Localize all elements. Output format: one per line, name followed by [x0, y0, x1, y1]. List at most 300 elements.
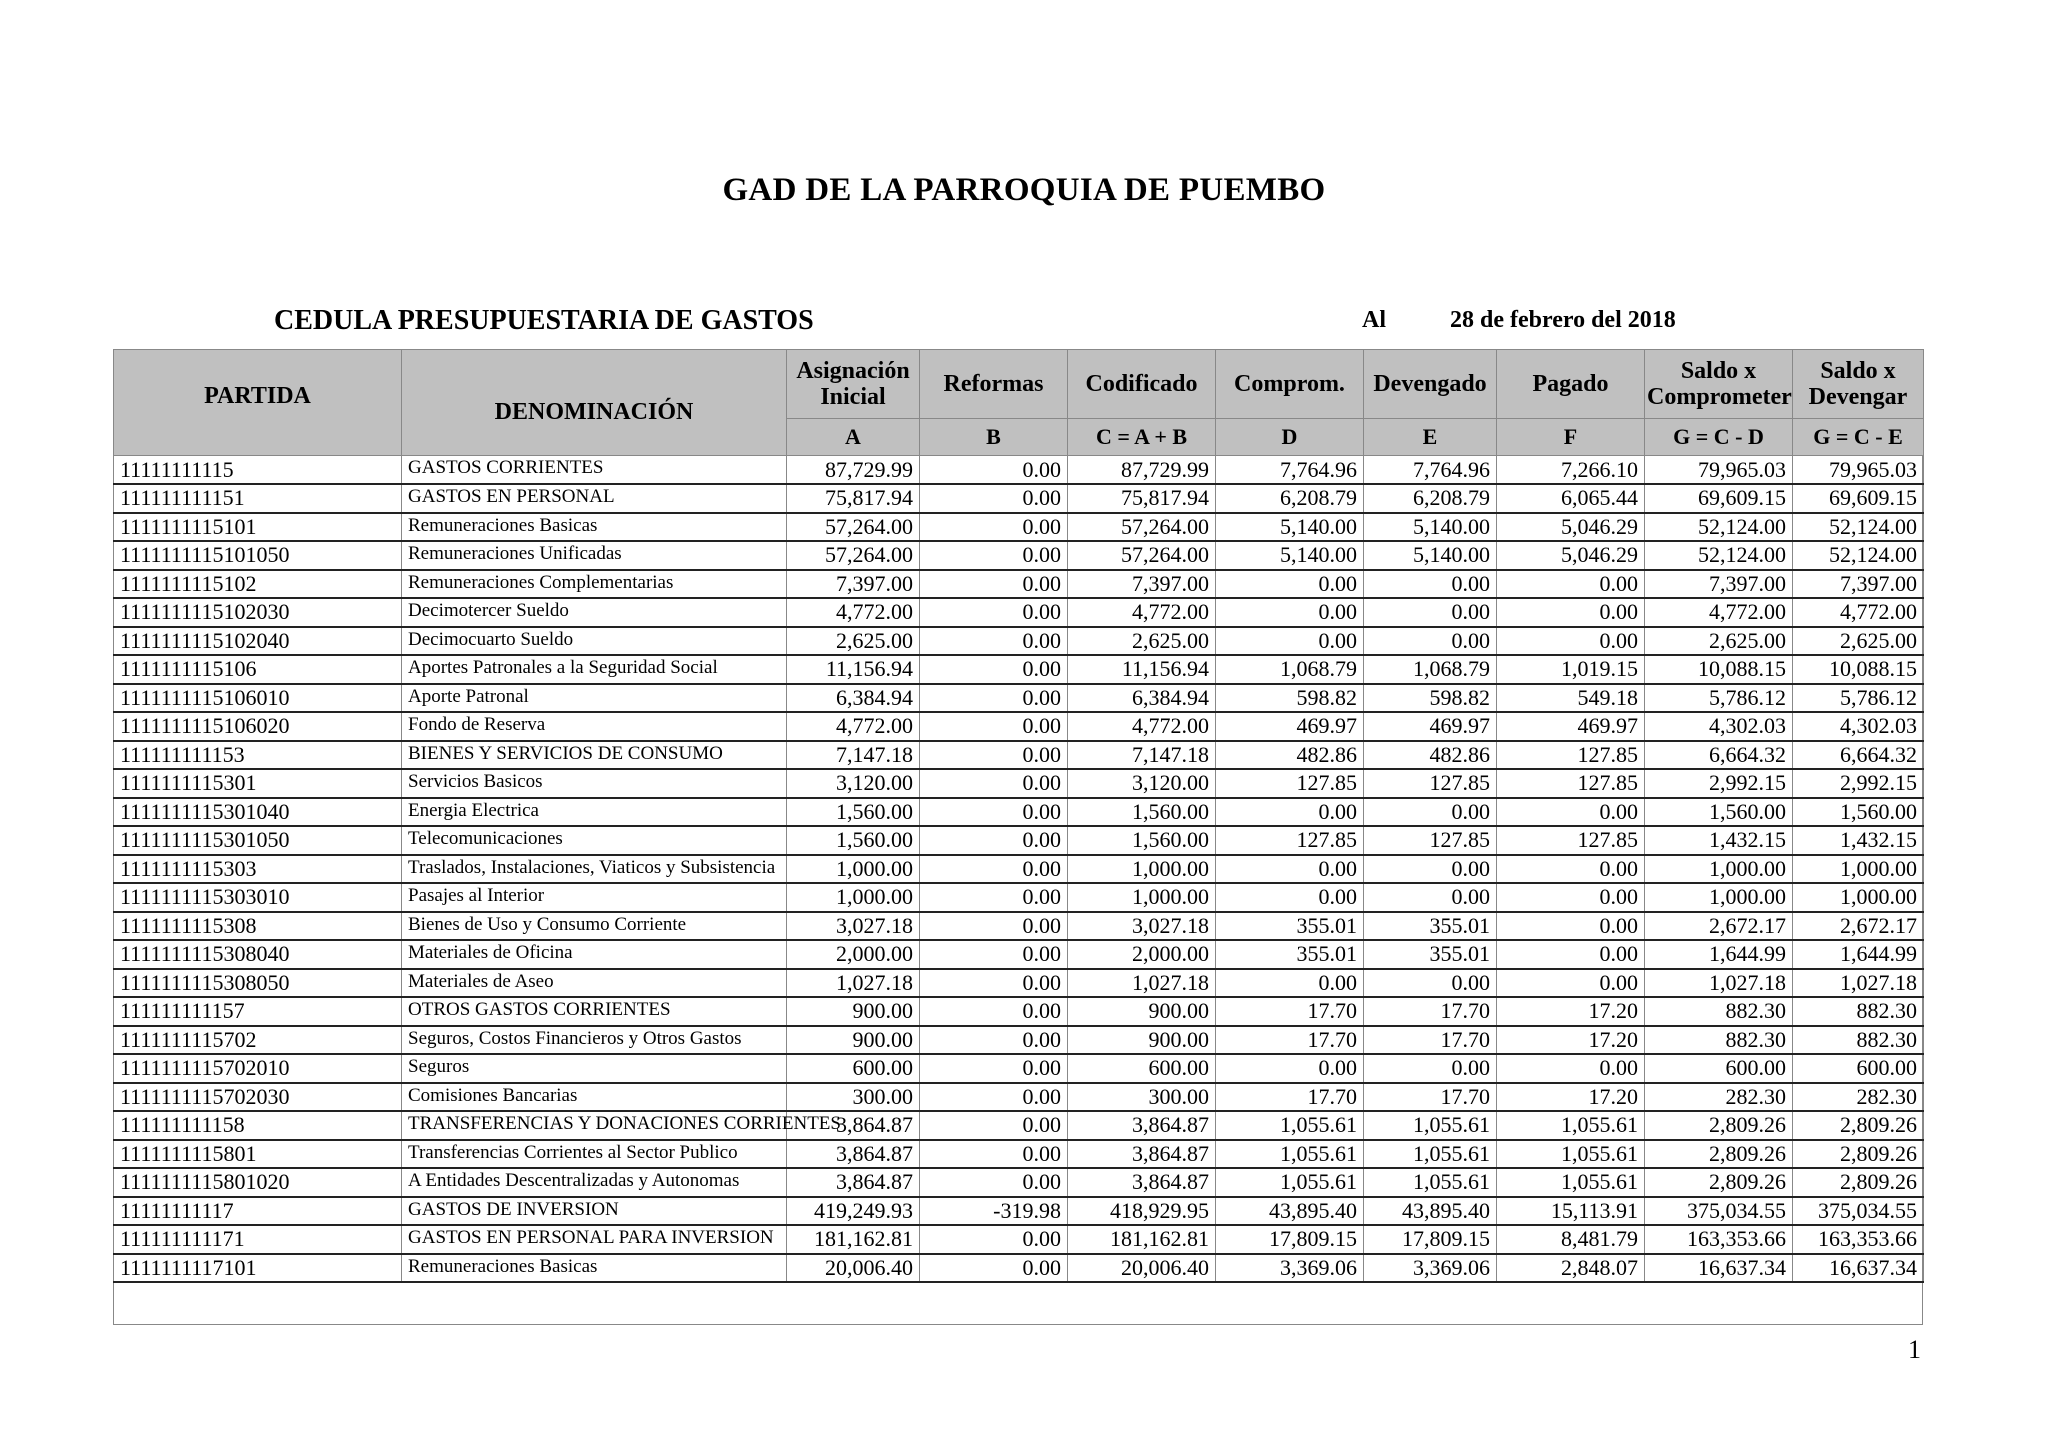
codificado-cell: 300.00: [1068, 1083, 1216, 1112]
table-row: [114, 1054, 1924, 1083]
codificado-cell: 900.00: [1068, 997, 1216, 1026]
asignacion-cell: 57,264.00: [787, 541, 920, 570]
devengado-cell: 127.85: [1364, 769, 1497, 798]
saldo-comprometer-cell: 6,664.32: [1645, 741, 1793, 770]
partida-cell: 1111111115702030: [114, 1083, 402, 1112]
table-body: [114, 456, 1924, 1283]
comprom-cell: 17.70: [1216, 1083, 1364, 1112]
saldo-devengar-cell: 5,786.12: [1793, 684, 1924, 713]
column-header-comprom: Comprom.: [1216, 350, 1364, 419]
table-row: [114, 570, 1924, 599]
table-row: [114, 940, 1924, 969]
reformas-cell: 0.00: [920, 684, 1068, 713]
pagado-cell: 2,848.07: [1497, 1254, 1645, 1283]
denominacion-cell: Materiales de Oficina: [402, 940, 787, 969]
reformas-cell: 0.00: [920, 1254, 1068, 1283]
devengado-cell: 17.70: [1364, 997, 1497, 1026]
reformas-cell: 0.00: [920, 541, 1068, 570]
saldo-devengar-cell: 600.00: [1793, 1054, 1924, 1083]
table-row: [114, 1225, 1924, 1254]
table-row: [114, 1168, 1924, 1197]
column-header-codificado: Codificado: [1068, 350, 1216, 419]
report-date: 28 de febrero del 2018: [1450, 307, 1676, 333]
saldo-comprometer-cell: 1,027.18: [1645, 969, 1793, 998]
codificado-cell: 418,929.95: [1068, 1197, 1216, 1226]
partida-cell: 1111111115801: [114, 1140, 402, 1169]
comprom-cell: 1,068.79: [1216, 655, 1364, 684]
codificado-cell: 87,729.99: [1068, 456, 1216, 485]
devengado-cell: 6,208.79: [1364, 484, 1497, 513]
pagado-cell: 5,046.29: [1497, 541, 1645, 570]
saldo-devengar-cell: 4,772.00: [1793, 598, 1924, 627]
partida-cell: 1111111115303010: [114, 883, 402, 912]
saldo-comprometer-cell: 600.00: [1645, 1054, 1793, 1083]
table-row: [114, 798, 1924, 827]
codificado-cell: 4,772.00: [1068, 598, 1216, 627]
reformas-cell: 0.00: [920, 855, 1068, 884]
reformas-cell: 0.00: [920, 1111, 1068, 1140]
saldo-comprometer-cell: 1,644.99: [1645, 940, 1793, 969]
denominacion-cell: Seguros, Costos Financieros y Otros Gastos: [402, 1026, 787, 1055]
reformas-cell: 0.00: [920, 598, 1068, 627]
table-row: [114, 598, 1924, 627]
partida-cell: 1111111115702010: [114, 1054, 402, 1083]
partida-cell: 1111111115301: [114, 769, 402, 798]
asignacion-cell: 7,147.18: [787, 741, 920, 770]
pagado-cell: 127.85: [1497, 769, 1645, 798]
saldo-devengar-cell: 375,034.55: [1793, 1197, 1924, 1226]
asignacion-cell: 75,817.94: [787, 484, 920, 513]
denominacion-cell: Fondo de Reserva: [402, 712, 787, 741]
saldo-devengar-cell: 1,000.00: [1793, 883, 1924, 912]
devengado-cell: 43,895.40: [1364, 1197, 1497, 1226]
comprom-cell: 127.85: [1216, 769, 1364, 798]
pagado-cell: 0.00: [1497, 598, 1645, 627]
devengado-cell: 0.00: [1364, 1054, 1497, 1083]
saldo-devengar-cell: 2,809.26: [1793, 1168, 1924, 1197]
reformas-cell: 0.00: [920, 456, 1068, 485]
partida-cell: 1111111115101050: [114, 541, 402, 570]
denominacion-cell: Seguros: [402, 1054, 787, 1083]
partida-cell: 1111111115308050: [114, 969, 402, 998]
table-row: [114, 1197, 1924, 1226]
reformas-cell: 0.00: [920, 741, 1068, 770]
reformas-cell: 0.00: [920, 712, 1068, 741]
reformas-cell: 0.00: [920, 655, 1068, 684]
asignacion-cell: 300.00: [787, 1083, 920, 1112]
codificado-cell: 2,000.00: [1068, 940, 1216, 969]
saldo-comprometer-cell: 1,000.00: [1645, 883, 1793, 912]
pagado-cell: 0.00: [1497, 798, 1645, 827]
asignacion-cell: 3,864.87: [787, 1168, 920, 1197]
comprom-cell: 1,055.61: [1216, 1168, 1364, 1197]
reformas-cell: 0.00: [920, 570, 1068, 599]
comprom-cell: 0.00: [1216, 798, 1364, 827]
pagado-cell: 1,055.61: [1497, 1168, 1645, 1197]
devengado-cell: 3,369.06: [1364, 1254, 1497, 1283]
column-header-asignacion-label: Asignación Inicial: [796, 358, 910, 410]
devengado-cell: 5,140.00: [1364, 541, 1497, 570]
pagado-cell: 17.20: [1497, 997, 1645, 1026]
asignacion-cell: 3,864.87: [787, 1111, 920, 1140]
column-formula-g-devengar: G = C - E: [1793, 419, 1924, 456]
comprom-cell: 1,055.61: [1216, 1111, 1364, 1140]
devengado-cell: 0.00: [1364, 570, 1497, 599]
asignacion-cell: 11,156.94: [787, 655, 920, 684]
table-row: [114, 826, 1924, 855]
devengado-cell: 1,055.61: [1364, 1168, 1497, 1197]
reformas-cell: 0.00: [920, 1026, 1068, 1055]
saldo-devengar-cell: 52,124.00: [1793, 541, 1924, 570]
asignacion-cell: 4,772.00: [787, 598, 920, 627]
saldo-devengar-cell: 52,124.00: [1793, 513, 1924, 542]
denominacion-cell: Remuneraciones Basicas: [402, 1254, 787, 1283]
partida-cell: 1111111115303: [114, 855, 402, 884]
reformas-cell: 0.00: [920, 1140, 1068, 1169]
codificado-cell: 3,027.18: [1068, 912, 1216, 941]
asignacion-cell: 419,249.93: [787, 1197, 920, 1226]
comprom-cell: 6,208.79: [1216, 484, 1364, 513]
table-row: [114, 1083, 1924, 1112]
denominacion-cell: Energia Electrica: [402, 798, 787, 827]
table-row: [114, 1026, 1924, 1055]
saldo-devengar-cell: 16,637.34: [1793, 1254, 1924, 1283]
saldo-devengar-cell: 69,609.15: [1793, 484, 1924, 513]
partida-cell: 1111111115102: [114, 570, 402, 599]
column-formula-c: C = A + B: [1068, 419, 1216, 456]
saldo-devengar-cell: 10,088.15: [1793, 655, 1924, 684]
saldo-devengar-cell: 2,809.26: [1793, 1140, 1924, 1169]
column-formula-f: F: [1497, 419, 1645, 456]
codificado-cell: 20,006.40: [1068, 1254, 1216, 1283]
saldo-devengar-cell: 882.30: [1793, 997, 1924, 1026]
devengado-cell: 1,055.61: [1364, 1140, 1497, 1169]
denominacion-cell: Decimotercer Sueldo: [402, 598, 787, 627]
saldo-devengar-cell: 2,809.26: [1793, 1111, 1924, 1140]
pagado-cell: 1,019.15: [1497, 655, 1645, 684]
reformas-cell: 0.00: [920, 484, 1068, 513]
denominacion-cell: A Entidades Descentralizadas y Autonomas: [402, 1168, 787, 1197]
reformas-cell: 0.00: [920, 940, 1068, 969]
pagado-cell: 7,266.10: [1497, 456, 1645, 485]
devengado-cell: 1,055.61: [1364, 1111, 1497, 1140]
saldo-devengar-cell: 882.30: [1793, 1026, 1924, 1055]
comprom-cell: 17.70: [1216, 1026, 1364, 1055]
reformas-cell: 0.00: [920, 997, 1068, 1026]
saldo-comprometer-cell: 163,353.66: [1645, 1225, 1793, 1254]
comprom-cell: 43,895.40: [1216, 1197, 1364, 1226]
asignacion-cell: 7,397.00: [787, 570, 920, 599]
codificado-cell: 57,264.00: [1068, 541, 1216, 570]
asignacion-cell: 57,264.00: [787, 513, 920, 542]
table-row: [114, 627, 1924, 656]
denominacion-cell: Servicios Basicos: [402, 769, 787, 798]
codificado-cell: 181,162.81: [1068, 1225, 1216, 1254]
partida-cell: 1111111115308: [114, 912, 402, 941]
saldo-comprometer-cell: 282.30: [1645, 1083, 1793, 1112]
denominacion-cell: Decimocuarto Sueldo: [402, 627, 787, 656]
saldo-comprometer-cell: 2,809.26: [1645, 1111, 1793, 1140]
comprom-cell: 355.01: [1216, 912, 1364, 941]
denominacion-cell: Telecomunicaciones: [402, 826, 787, 855]
column-header-saldo-devengar: [1793, 350, 1924, 419]
codificado-cell: 900.00: [1068, 1026, 1216, 1055]
denominacion-cell: Remuneraciones Basicas: [402, 513, 787, 542]
pagado-cell: 0.00: [1497, 883, 1645, 912]
saldo-comprometer-cell: 882.30: [1645, 997, 1793, 1026]
denominacion-cell: GASTOS EN PERSONAL: [402, 484, 787, 513]
pagado-cell: 17.20: [1497, 1083, 1645, 1112]
column-formula-d: D: [1216, 419, 1364, 456]
pagado-cell: 6,065.44: [1497, 484, 1645, 513]
codificado-cell: 1,000.00: [1068, 855, 1216, 884]
saldo-comprometer-cell: 52,124.00: [1645, 513, 1793, 542]
reformas-cell: 0.00: [920, 883, 1068, 912]
devengado-cell: 598.82: [1364, 684, 1497, 713]
devengado-cell: 355.01: [1364, 940, 1497, 969]
pagado-cell: 5,046.29: [1497, 513, 1645, 542]
comprom-cell: 7,764.96: [1216, 456, 1364, 485]
denominacion-cell: Transferencias Corrientes al Sector Publico: [402, 1140, 787, 1169]
partida-cell: 111111111153: [114, 741, 402, 770]
pagado-cell: 0.00: [1497, 627, 1645, 656]
denominacion-cell: GASTOS DE INVERSION: [402, 1197, 787, 1226]
partida-cell: 1111111115106: [114, 655, 402, 684]
column-formula-a: A: [787, 419, 920, 456]
asignacion-cell: 1,027.18: [787, 969, 920, 998]
denominacion-cell: Remuneraciones Unificadas: [402, 541, 787, 570]
codificado-cell: 3,864.87: [1068, 1140, 1216, 1169]
partida-cell: 1111111117101: [114, 1254, 402, 1283]
saldo-devengar-cell: 2,625.00: [1793, 627, 1924, 656]
table-row: [114, 1254, 1924, 1283]
pagado-cell: 127.85: [1497, 741, 1645, 770]
partida-cell: 111111111151: [114, 484, 402, 513]
saldo-comprometer-cell: 16,637.34: [1645, 1254, 1793, 1283]
table-row: [114, 513, 1924, 542]
devengado-cell: 355.01: [1364, 912, 1497, 941]
column-header-denominacion: DENOMINACIÓN: [402, 350, 787, 456]
denominacion-cell: Pasajes al Interior: [402, 883, 787, 912]
table-row: [114, 855, 1924, 884]
saldo-comprometer-cell: 52,124.00: [1645, 541, 1793, 570]
codificado-cell: 75,817.94: [1068, 484, 1216, 513]
pagado-cell: 469.97: [1497, 712, 1645, 741]
comprom-cell: 1,055.61: [1216, 1140, 1364, 1169]
codificado-cell: 57,264.00: [1068, 513, 1216, 542]
column-formula-b: B: [920, 419, 1068, 456]
comprom-cell: 482.86: [1216, 741, 1364, 770]
column-header-devengado: Devengado: [1364, 350, 1497, 419]
pagado-cell: 0.00: [1497, 940, 1645, 969]
column-header-saldo-comprometer: [1645, 350, 1793, 419]
column-header-pagado: Pagado: [1497, 350, 1645, 419]
devengado-cell: 482.86: [1364, 741, 1497, 770]
document-title: GAD DE LA PARROQUIA DE PUEMBO: [722, 172, 1326, 208]
devengado-cell: 0.00: [1364, 969, 1497, 998]
comprom-cell: 3,369.06: [1216, 1254, 1364, 1283]
asignacion-cell: 2,625.00: [787, 627, 920, 656]
saldo-devengar-cell: 1,644.99: [1793, 940, 1924, 969]
saldo-comprometer-cell: 1,432.15: [1645, 826, 1793, 855]
table-row: [114, 484, 1924, 513]
comprom-cell: 355.01: [1216, 940, 1364, 969]
reformas-cell: 0.00: [920, 513, 1068, 542]
saldo-comprometer-cell: 7,397.00: [1645, 570, 1793, 599]
partida-cell: 111111111157: [114, 997, 402, 1026]
saldo-comprometer-cell: 1,000.00: [1645, 855, 1793, 884]
partida-cell: 1111111115301040: [114, 798, 402, 827]
saldo-devengar-cell: 79,965.03: [1793, 456, 1924, 485]
reformas-cell: 0.00: [920, 1168, 1068, 1197]
asignacion-cell: 2,000.00: [787, 940, 920, 969]
comprom-cell: 598.82: [1216, 684, 1364, 713]
saldo-devengar-cell: 1,432.15: [1793, 826, 1924, 855]
saldo-comprometer-cell: 10,088.15: [1645, 655, 1793, 684]
saldo-comprometer-cell: 4,302.03: [1645, 712, 1793, 741]
codificado-cell: 7,147.18: [1068, 741, 1216, 770]
comprom-cell: 469.97: [1216, 712, 1364, 741]
table-row: [114, 684, 1924, 713]
asignacion-cell: 900.00: [787, 997, 920, 1026]
reformas-cell: 0.00: [920, 826, 1068, 855]
denominacion-cell: GASTOS EN PERSONAL PARA INVERSION: [402, 1225, 787, 1254]
devengado-cell: 17.70: [1364, 1026, 1497, 1055]
partida-cell: 11111111115: [114, 456, 402, 485]
asignacion-cell: 87,729.99: [787, 456, 920, 485]
asignacion-cell: 4,772.00: [787, 712, 920, 741]
asignacion-cell: 3,027.18: [787, 912, 920, 941]
saldo-comprometer-cell: 375,034.55: [1645, 1197, 1793, 1226]
codificado-cell: 1,560.00: [1068, 798, 1216, 827]
codificado-cell: 11,156.94: [1068, 655, 1216, 684]
saldo-devengar-cell: 1,000.00: [1793, 855, 1924, 884]
table-row: [114, 712, 1924, 741]
table-row: [114, 655, 1924, 684]
denominacion-cell: BIENES Y SERVICIOS DE CONSUMO: [402, 741, 787, 770]
devengado-cell: 0.00: [1364, 627, 1497, 656]
codificado-cell: 1,000.00: [1068, 883, 1216, 912]
table-row: [114, 541, 1924, 570]
partida-cell: 1111111115702: [114, 1026, 402, 1055]
comprom-cell: 17.70: [1216, 997, 1364, 1026]
column-formula-g-comprometer: G = C - D: [1645, 419, 1793, 456]
denominacion-cell: Materiales de Aseo: [402, 969, 787, 998]
asignacion-cell: 600.00: [787, 1054, 920, 1083]
pagado-cell: 127.85: [1497, 826, 1645, 855]
devengado-cell: 17,809.15: [1364, 1225, 1497, 1254]
table-row: [114, 912, 1924, 941]
budget-table: [113, 349, 1924, 1283]
partida-cell: 1111111115106010: [114, 684, 402, 713]
column-formula-e: E: [1364, 419, 1497, 456]
saldo-devengar-cell: 1,560.00: [1793, 798, 1924, 827]
pagado-cell: 0.00: [1497, 912, 1645, 941]
saldo-comprometer-cell: 1,560.00: [1645, 798, 1793, 827]
reformas-cell: -319.98: [920, 1197, 1068, 1226]
asignacion-cell: 900.00: [787, 1026, 920, 1055]
devengado-cell: 0.00: [1364, 883, 1497, 912]
pagado-cell: 0.00: [1497, 570, 1645, 599]
saldo-devengar-cell: 2,672.17: [1793, 912, 1924, 941]
pagado-cell: 1,055.61: [1497, 1140, 1645, 1169]
codificado-cell: 600.00: [1068, 1054, 1216, 1083]
column-header-saldo-devengar-label: Saldo x Devengar: [1808, 358, 1908, 410]
comprom-cell: 0.00: [1216, 855, 1364, 884]
partida-cell: 11111111117: [114, 1197, 402, 1226]
pagado-cell: 1,055.61: [1497, 1111, 1645, 1140]
asignacion-cell: 1,000.00: [787, 883, 920, 912]
date-prefix-label: Al: [1362, 307, 1386, 333]
table-row: [114, 883, 1924, 912]
reformas-cell: 0.00: [920, 912, 1068, 941]
asignacion-cell: 1,560.00: [787, 798, 920, 827]
codificado-cell: 1,560.00: [1068, 826, 1216, 855]
comprom-cell: 0.00: [1216, 570, 1364, 599]
saldo-comprometer-cell: 4,772.00: [1645, 598, 1793, 627]
table-row: [114, 997, 1924, 1026]
devengado-cell: 127.85: [1364, 826, 1497, 855]
table-row: [114, 1140, 1924, 1169]
partida-cell: 1111111115106020: [114, 712, 402, 741]
saldo-comprometer-cell: 2,625.00: [1645, 627, 1793, 656]
pagado-cell: 17.20: [1497, 1026, 1645, 1055]
saldo-devengar-cell: 4,302.03: [1793, 712, 1924, 741]
comprom-cell: 0.00: [1216, 1054, 1364, 1083]
partida-cell: 111111111158: [114, 1111, 402, 1140]
reformas-cell: 0.00: [920, 1225, 1068, 1254]
table-row: [114, 456, 1924, 485]
saldo-comprometer-cell: 69,609.15: [1645, 484, 1793, 513]
column-header-saldo-comprometer-label: Saldo x Comprometer: [1647, 358, 1792, 410]
saldo-comprometer-cell: 2,809.26: [1645, 1168, 1793, 1197]
devengado-cell: 0.00: [1364, 598, 1497, 627]
saldo-devengar-cell: 1,027.18: [1793, 969, 1924, 998]
denominacion-cell: Comisiones Bancarias: [402, 1083, 787, 1112]
devengado-cell: 7,764.96: [1364, 456, 1497, 485]
pagado-cell: 15,113.91: [1497, 1197, 1645, 1226]
codificado-cell: 6,384.94: [1068, 684, 1216, 713]
reformas-cell: 0.00: [920, 1054, 1068, 1083]
comprom-cell: 0.00: [1216, 627, 1364, 656]
comprom-cell: 5,140.00: [1216, 513, 1364, 542]
pagado-cell: 0.00: [1497, 1054, 1645, 1083]
devengado-cell: 1,068.79: [1364, 655, 1497, 684]
comprom-cell: 5,140.00: [1216, 541, 1364, 570]
codificado-cell: 3,864.87: [1068, 1168, 1216, 1197]
codificado-cell: 3,864.87: [1068, 1111, 1216, 1140]
devengado-cell: 0.00: [1364, 798, 1497, 827]
denominacion-cell: Aportes Patronales a la Seguridad Social: [402, 655, 787, 684]
comprom-cell: 127.85: [1216, 826, 1364, 855]
column-header-asignacion: [787, 350, 920, 419]
saldo-devengar-cell: 6,664.32: [1793, 741, 1924, 770]
comprom-cell: 17,809.15: [1216, 1225, 1364, 1254]
partida-cell: 1111111115801020: [114, 1168, 402, 1197]
reformas-cell: 0.00: [920, 969, 1068, 998]
comprom-cell: 0.00: [1216, 883, 1364, 912]
partida-cell: 111111111171: [114, 1225, 402, 1254]
denominacion-cell: Traslados, Instalaciones, Viaticos y Subsistencia: [402, 855, 787, 884]
denominacion-cell: GASTOS CORRIENTES: [402, 456, 787, 485]
codificado-cell: 4,772.00: [1068, 712, 1216, 741]
asignacion-cell: 6,384.94: [787, 684, 920, 713]
saldo-devengar-cell: 163,353.66: [1793, 1225, 1924, 1254]
table-row: [114, 1111, 1924, 1140]
table-row: [114, 741, 1924, 770]
denominacion-cell: Bienes de Uso y Consumo Corriente: [402, 912, 787, 941]
denominacion-cell: OTROS GASTOS CORRIENTES: [402, 997, 787, 1026]
